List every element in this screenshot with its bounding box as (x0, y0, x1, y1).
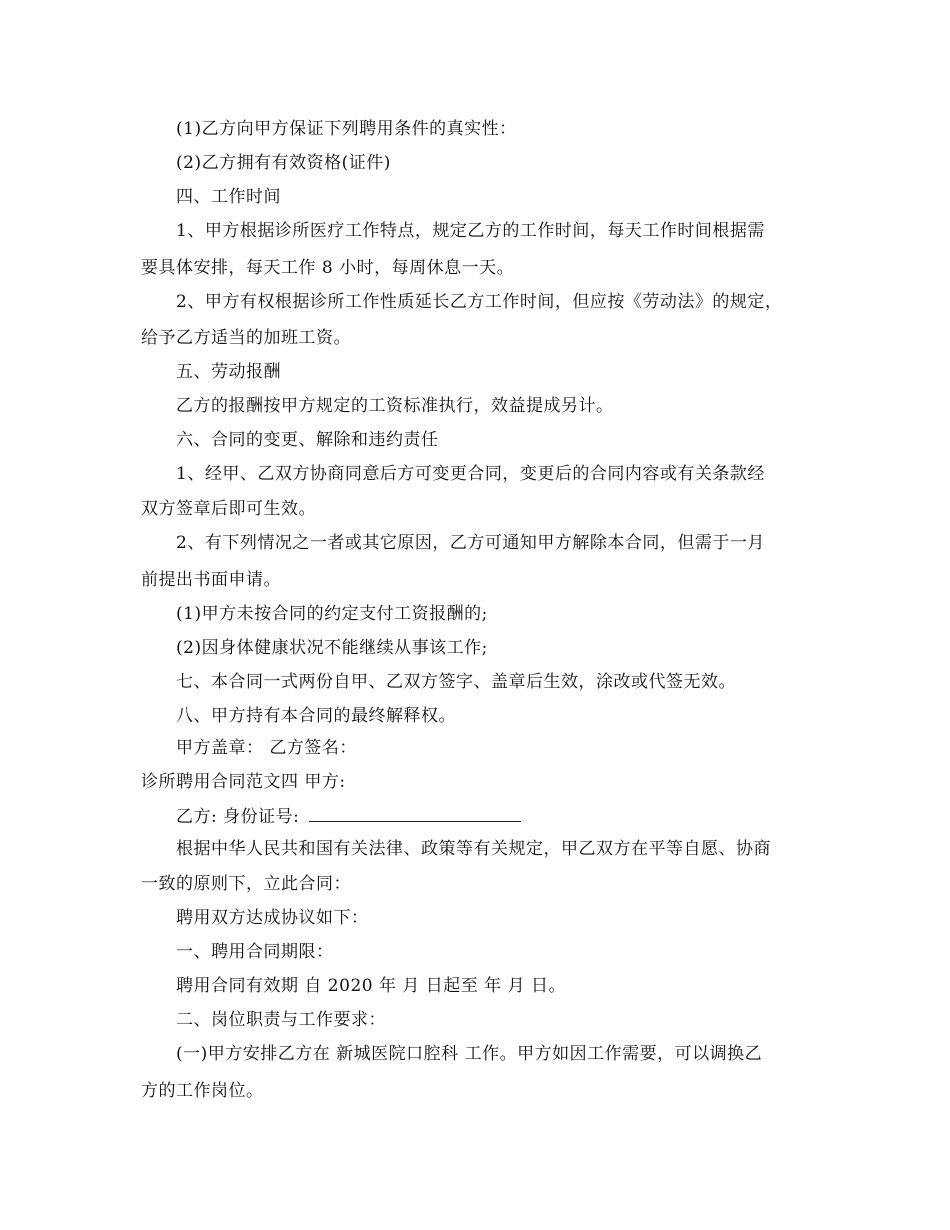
section-heading: 六、合同的变更、解除和违约责任 (176, 430, 439, 450)
id-number-line (176, 805, 521, 828)
id-number-label: 乙方: 身份证号: (176, 807, 300, 827)
paragraph-line: 给予乙方适当的加班工资。 (141, 328, 351, 348)
paragraph-line: (1)乙方向甲方保证下列聘用条件的真实性： (176, 119, 517, 139)
paragraph-line: 1、甲方根据诊所医疗工作特点，规定乙方的工作时间，每天工作时间根据需 (176, 221, 765, 241)
paragraph-line: 七、本合同一式两份自甲、乙双方签字、盖章后生效，涂改或代签无效。 (176, 672, 736, 692)
paragraph-line: 一致的原则下，立此合同： (141, 874, 351, 894)
paragraph-line: 1、经甲、乙双方协商同意后方可变更合同，变更后的合同内容或有关条款经 (176, 464, 765, 484)
paragraph-line: (1)甲方未按合同的约定支付工资报酬的; (176, 604, 488, 624)
section-heading: 四、工作时间 (176, 187, 281, 207)
paragraph-line: 双方签章后即可生效。 (141, 499, 316, 519)
section-heading: 二、岗位职责与工作要求： (176, 1010, 386, 1030)
paragraph-line: (2)乙方拥有有效资格(证件) (176, 153, 391, 173)
paragraph-line: 2、有下列情况之一者或其它原因，乙方可通知甲方解除本合同，但需于一月 (176, 533, 765, 553)
paragraph-line: 前提出书面申请。 (141, 570, 281, 590)
id-number-blank (309, 805, 521, 822)
paragraph-line: (一)甲方安排乙方在 新城医院口腔科 工作。甲方如因工作需要，可以调换乙 (176, 1044, 763, 1064)
paragraph-line: 聘用双方达成协议如下： (176, 908, 369, 928)
section-heading: 五、劳动报酬 (176, 362, 281, 382)
paragraph-line: 2、甲方有权根据诊所工作性质延长乙方工作时间，但应按《劳动法》的规定， (176, 292, 783, 312)
paragraph-line: 乙方的报酬按甲方规定的工资标准执行，效益提成另计。 (176, 396, 614, 416)
paragraph-line: 方的工作岗位。 (141, 1081, 264, 1101)
paragraph-line: 根据中华人民共和国有关法律、政策等有关规定，甲乙双方在平等自愿、协商 (176, 839, 771, 859)
paragraph-line: (2)因身体健康状况不能继续从事该工作; (176, 638, 488, 658)
section-heading: 一、聘用合同期限： (176, 942, 334, 962)
document-title-line: 诊所聘用合同范文四 甲方: (141, 772, 346, 792)
signature-line: 甲方盖章： 乙方签名： (176, 738, 357, 758)
paragraph-line: 八、甲方持有本合同的最终解释权。 (176, 706, 456, 726)
paragraph-line: 聘用合同有效期 自 2020 年 月 日起至 年 月 日。 (176, 976, 566, 996)
paragraph-line: 要具体安排，每天工作 8 小时，每周休息一天。 (141, 258, 515, 278)
